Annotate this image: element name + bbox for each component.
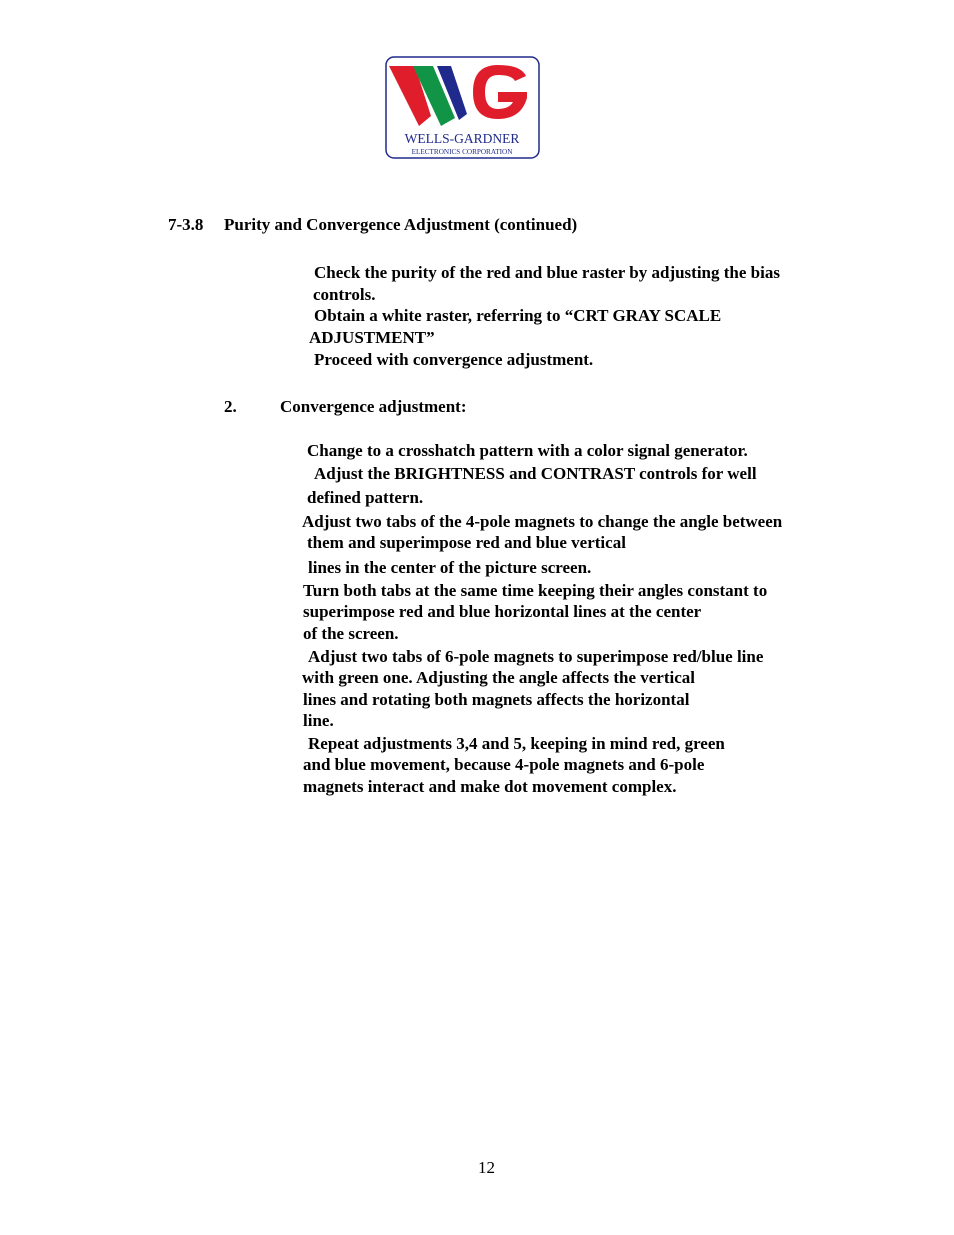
section-title: Purity and Convergence Adjustment (continued) (224, 215, 578, 234)
convergence-line: lines and rotating both magnets affects the horizontal (303, 690, 690, 709)
purity-line: Proceed with convergence adjustment. (314, 350, 594, 369)
purity-line: Obtain a white raster, referring to “CRT GRAY SCALE (314, 306, 722, 325)
convergence-line: Adjust the BRIGHTNESS and CONTRAST controls for well (314, 464, 757, 483)
convergence-line: magnets interact and make dot movement complex. (303, 777, 677, 796)
convergence-line: of the screen. (303, 624, 399, 643)
convergence-line: with green one. Adjusting the angle affects the vertical (302, 668, 695, 687)
convergence-line: them and superimpose red and blue vertical (307, 533, 626, 552)
convergence-line: Change to a crosshatch pattern with a color signal generator. (307, 441, 748, 460)
convergence-line: Adjust two tabs of 6-pole magnets to superimpose red/blue line (308, 647, 764, 666)
subsection-title: Convergence adjustment: (280, 397, 467, 416)
convergence-line: Turn both tabs at the same time keeping their angles constant to (303, 581, 768, 600)
convergence-line: defined pattern. (307, 488, 424, 507)
purity-line: Check the purity of the red and blue raster by adjusting the bias (314, 263, 780, 282)
purity-line: ADJUSTMENT” (309, 328, 435, 347)
convergence-line: superimpose red and blue horizontal lines at the center (303, 602, 702, 621)
convergence-line: Repeat adjustments 3,4 and 5, keeping in mind red, green (308, 734, 725, 753)
convergence-line: Adjust two tabs of the 4-pole magnets to change the angle between (302, 512, 783, 531)
logo-company-subtitle: ELECTRONICS CORPORATION (411, 148, 513, 156)
subsection-number: 2. (224, 397, 237, 416)
wells-gardner-logo (385, 56, 540, 159)
logo-company-name: WELLS-GARDNER (404, 131, 520, 146)
section-number: 7-3.8 (168, 215, 204, 234)
convergence-line: lines in the center of the picture screen. (308, 558, 592, 577)
convergence-line: line. (303, 711, 334, 730)
page-number: 12 (478, 1158, 495, 1177)
convergence-line: and blue movement, because 4-pole magnets and 6-pole (303, 755, 705, 774)
purity-line: controls. (313, 285, 376, 304)
